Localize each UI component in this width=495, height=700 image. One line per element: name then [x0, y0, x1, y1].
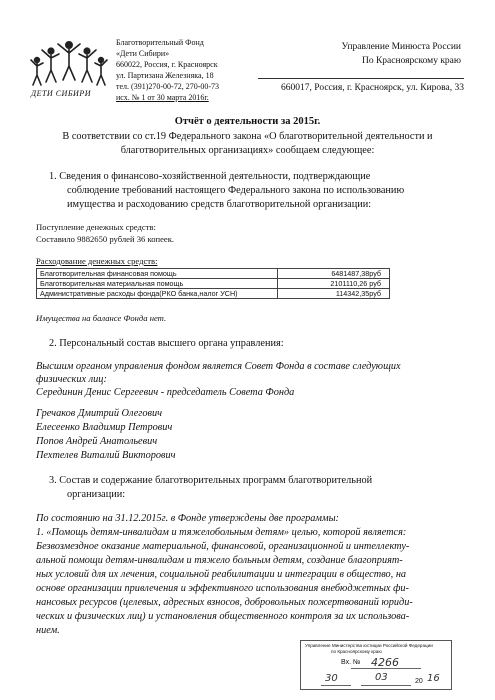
section3-heading-1: 3. Состав и содержание благотворительных программ благотворительной	[49, 475, 373, 486]
intro-line-2: благотворительных организациях» сообщаем следующее:	[120, 145, 375, 156]
program-line: нием.	[36, 625, 60, 636]
stamp-number-prefix: Вх. №	[341, 659, 361, 666]
table-row	[37, 279, 390, 289]
stamp-year: 16	[427, 673, 440, 684]
program-line: нансовых ресурсов (целевых, адресных взносов, добровольных пожертвований юриди-	[36, 597, 413, 608]
org-name: Благотворительный Фонд	[116, 38, 204, 47]
council-member: Елесеенко Владимир Петрович	[36, 422, 173, 433]
section1-line-2: соблюдение требований настоящего Федерального закона по использованию	[67, 185, 405, 196]
expense-name: Благотворительная материальная помощь	[37, 279, 278, 289]
org-postal: 660022, Россия, г. Красноярск	[116, 60, 218, 69]
section1-line-3: имущества и расходованию средств благотворительной организации:	[67, 199, 372, 210]
org-phone: тел. (391)270-00-72, 270-00-73	[116, 82, 220, 91]
program-line: основе организации привлечения и эффективного использования внебюджетных фи-	[36, 583, 409, 594]
expense-name: Административные расходы фонда(РКО банка,налог УСН)	[37, 289, 278, 299]
expense-amount: 2101110,26 руб	[278, 279, 390, 289]
report-title: Отчёт о деятельности за 2015г.	[174, 116, 321, 127]
expenses-label: Расходование денежных средств:	[36, 256, 158, 266]
income-value: Составило 9882650 рублей 36 копеек.	[36, 234, 175, 244]
recipient-address: 660017, Россия, г. Красноярск, ул. Кирова, 33	[281, 83, 464, 93]
expense-name: Благотворительная финансовая помощь	[37, 269, 278, 279]
council-chair: Серединин Денис Сергеевич - председатель Совета Фонда	[36, 387, 295, 398]
expense-amount: 6481487,38руб	[278, 269, 390, 279]
recipient-divider	[258, 78, 464, 79]
income-label: Поступление денежных средств:	[36, 222, 156, 232]
council-member: Попов Андрей Анатольевич	[36, 436, 158, 447]
stamp-number: 4266	[371, 656, 399, 669]
logo-caption: ДЕТИ СИБИРИ	[31, 89, 91, 98]
org-street: ул. Партизана Железняка, 18	[116, 71, 214, 80]
recipient-region: По Красноярскому краю	[361, 56, 461, 66]
stamp-day: 30	[325, 673, 338, 684]
program-line: Безвозмездное оказание материальной, финансовой, организационной и интеллекту-	[36, 541, 410, 552]
stamp-divider	[321, 685, 351, 686]
section2-heading: 2. Персональный состав высшего органа управления:	[49, 338, 284, 349]
program-line: По состоянию на 31.12.2015г. в Фонде утверждены две программы:	[36, 513, 339, 524]
expenses-table	[36, 268, 390, 299]
stamp-divider	[361, 685, 411, 686]
stamp-authority: Управление Министерства юстиции Российской Федерации	[305, 643, 433, 648]
section1-line-1: 1. Сведения о финансово-хозяйственной деятельности, подтверждающие	[49, 171, 371, 182]
council-intro-2: физических лиц:	[36, 374, 107, 385]
council-member: Пехтелев Виталий Викторович	[36, 450, 176, 461]
children-logo-icon	[28, 36, 110, 94]
program-line: ных условий для их лечения, социальной реабилитации и интеграции в общество, на	[36, 569, 407, 580]
registration-stamp	[300, 640, 452, 690]
stamp-region: по Красноярскому краю	[331, 649, 382, 654]
outgoing-number: исх. № 1 от 30 марта 2016г.	[116, 93, 209, 102]
council-intro-1: Высшим органом управления фондом является Совет Фонда в составе следующих	[36, 361, 401, 372]
stamp-year-prefix: 20	[415, 678, 423, 685]
program-line: ческих и физических лиц) и установления общественного контроля за их использова-	[36, 611, 410, 622]
section3-heading-2: организации:	[67, 489, 126, 500]
property-note: Имущества на балансе Фонда нет.	[36, 313, 167, 323]
table-row	[37, 269, 390, 279]
council-member: Гречаков Дмитрий Олегович	[36, 408, 163, 419]
org-name-quoted: «Дети Сибири»	[116, 49, 170, 58]
program-line: альной помощи детям-инвалидам и тяжело больным детям, создание благоприят-	[36, 555, 403, 566]
recipient-name: Управление Минюста России	[341, 42, 461, 52]
program-line: 1. «Помощь детям-инвалидам и тяжелобольным детям» целью, которой является:	[36, 527, 407, 538]
table-row	[37, 289, 390, 299]
stamp-month: 03	[375, 672, 388, 683]
expense-amount: 114342,35руб	[278, 289, 390, 299]
intro-line-1: В соответствии со ст.19 Федерального закона «О благотворительной деятельности и	[62, 131, 433, 142]
